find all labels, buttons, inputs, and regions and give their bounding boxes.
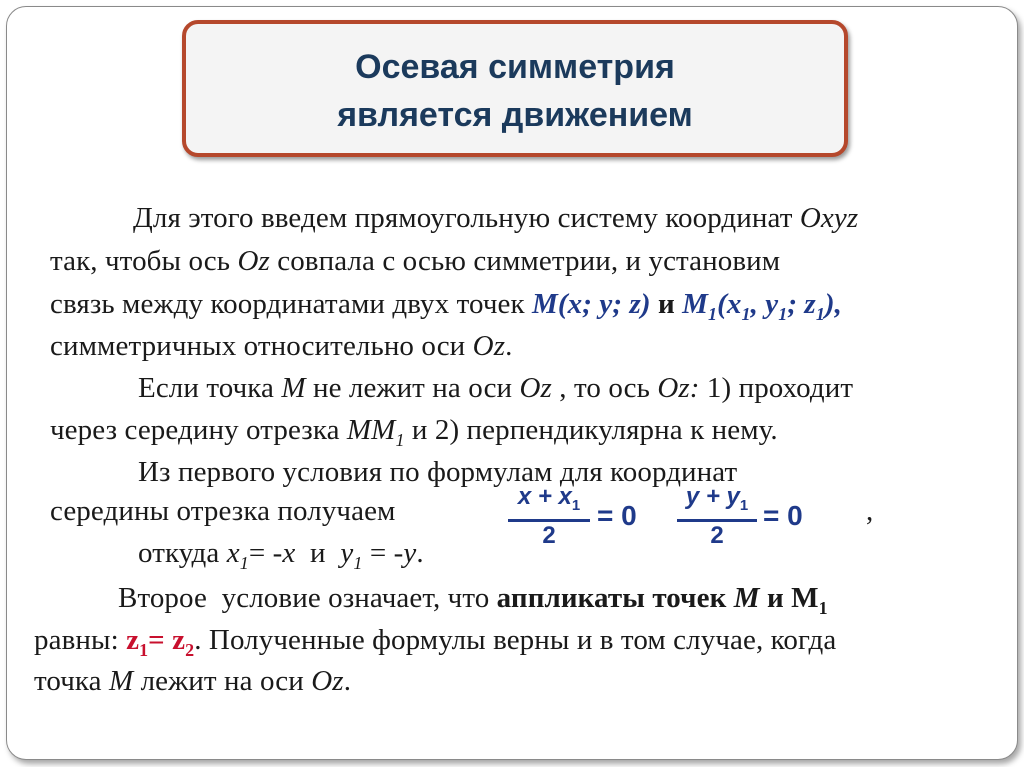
title-line-2: является движением — [337, 96, 693, 134]
title-line-1: Осевая симметрия — [355, 48, 675, 86]
p4-line-3: точка M лежит на оси Oz. — [34, 665, 352, 697]
formula-1-rhs: = 0 — [597, 500, 637, 531]
p4-line-1: Второе условие означает, что аппликаты точек M и $М_1$ — [118, 582, 828, 618]
p2-line-1: Если точка M не лежит на оси Oz , то ось Oz: 1) проходит — [138, 372, 854, 404]
formula-2-rhs: = 0 — [763, 500, 803, 531]
p1-line-3: связь между координатами двух точек M(x; y; z) и $M_1(x_1$, $y_1$; $z_1$), — [50, 288, 843, 324]
formula-1-numerator: $x + x_1$ — [517, 483, 581, 514]
formula-2-fraction — [677, 484, 757, 550]
formula-1-fraction — [508, 484, 590, 550]
p1-line-2: так, чтобы ось Oz совпала с осью симметрии, и установим — [50, 245, 781, 277]
p2-line-2: через середину отрезка $MM_1$ и 2) перпендикулярна к нему. — [50, 414, 778, 450]
formula-comma: , — [866, 495, 874, 527]
formula-1-denominator: 2 — [542, 521, 556, 549]
p1-line-1: Для этого введем прямоугольную систему координат Oxyz — [133, 202, 859, 234]
p3-line-3: откуда $x_1= -x$ и $y_1 = -y$. — [138, 537, 424, 573]
p3-line-1: Из первого условия по формулам для координат — [138, 456, 738, 488]
formula-2-denominator: 2 — [710, 521, 724, 549]
formula-2-numerator: $y + y_1$ — [685, 483, 749, 514]
title-box — [182, 20, 848, 157]
p1-line-4: симметричных относительно оси Oz. — [50, 330, 513, 362]
p3-line-2: середины отрезка получаем — [50, 495, 396, 527]
p4-line-2: равны: $z_1= z_2$. Полученные формулы верны и в том случае, когда — [34, 624, 837, 660]
